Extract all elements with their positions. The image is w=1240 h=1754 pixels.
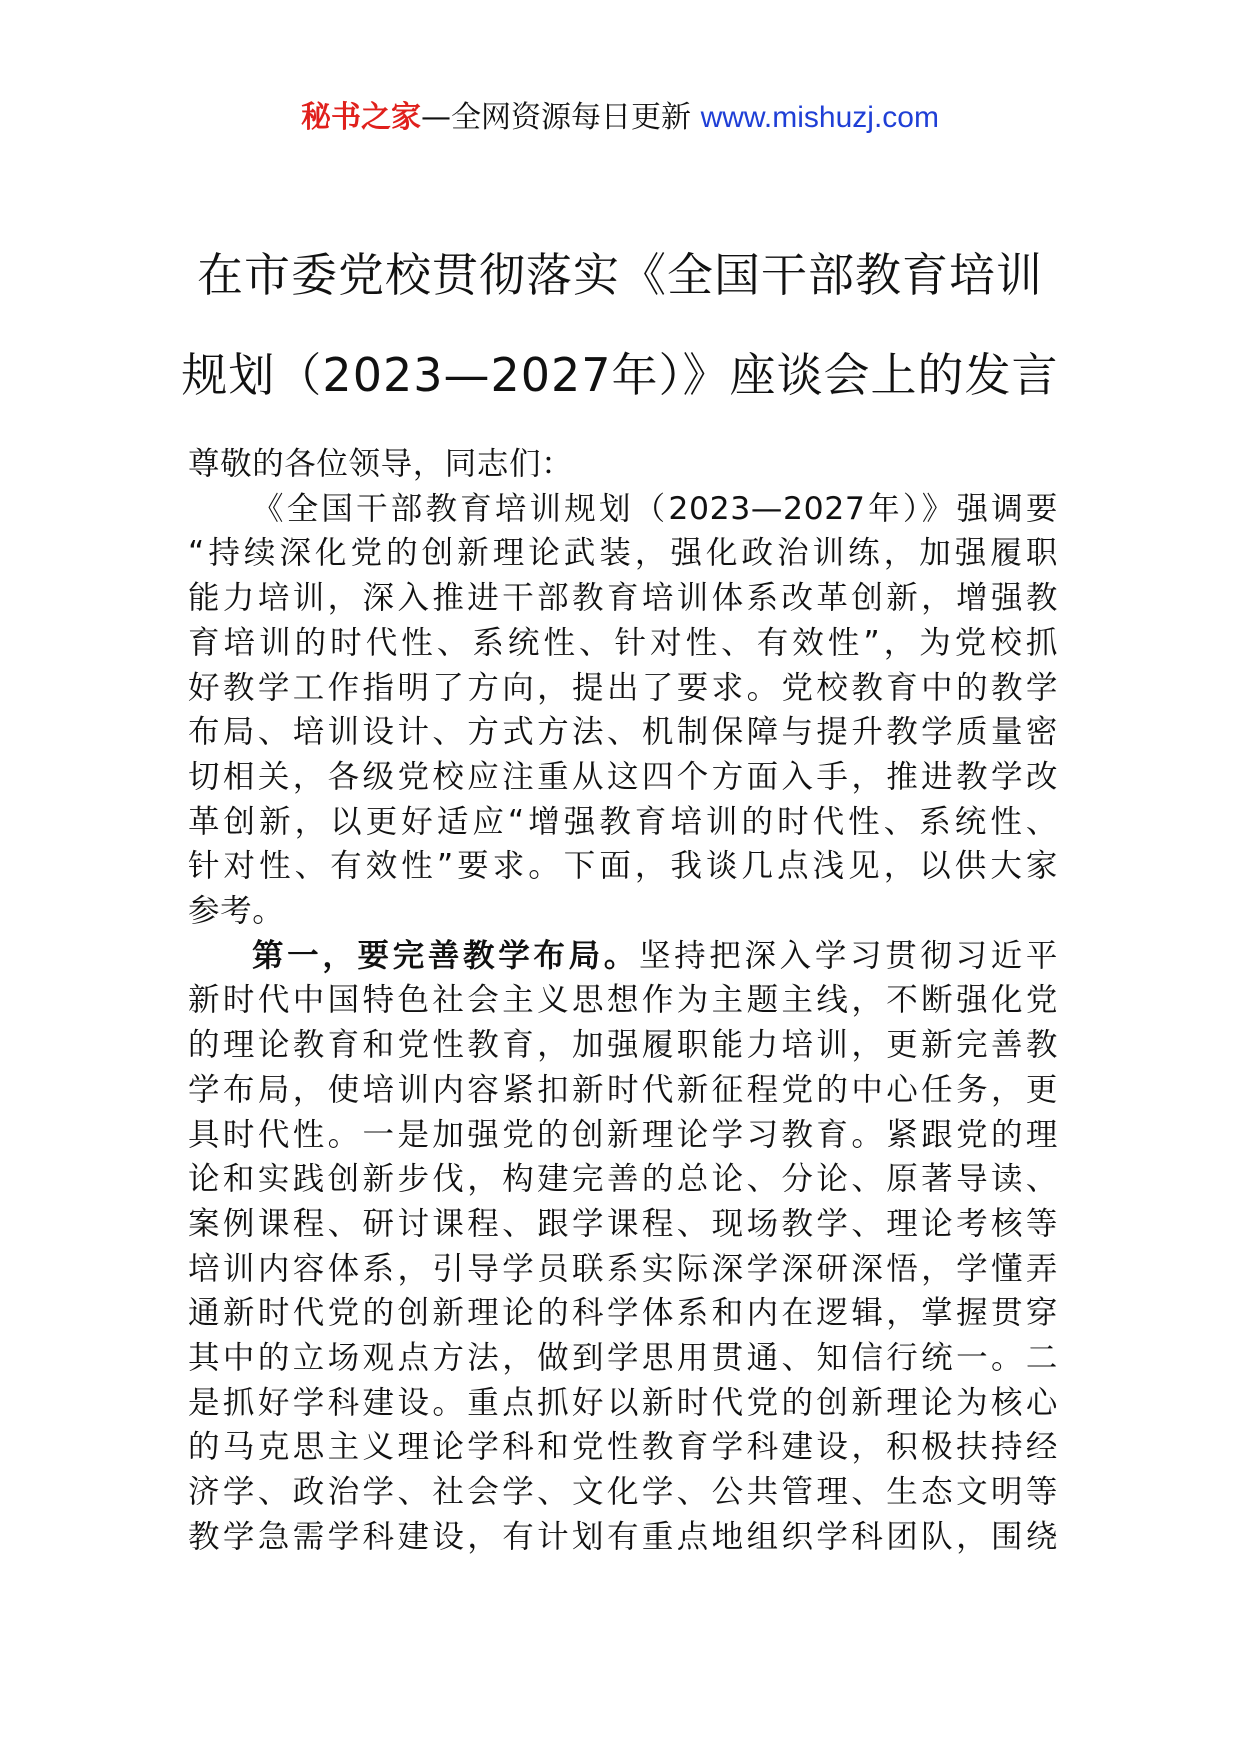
paragraph-first-point [188, 934, 1058, 1560]
title-line-1: 在市委党校贯彻落实《全国干部教育培训 [197, 248, 1043, 302]
text-line: 育培训的时代性、系统性、针对性、有效性”，为党校抓 [188, 624, 1058, 661]
text-line: 能力培训，深入推进干部教育培训体系改革创新，增强教 [188, 580, 1058, 617]
text-line: 论和实践创新步伐，构建完善的总论、分论、原著导读、 [188, 1161, 1058, 1198]
text-line: “持续深化党的创新理论武装，强化政治训练，加强履职 [188, 535, 1058, 572]
header-slogan: —全网资源每日更新 [421, 100, 701, 135]
text-line [188, 934, 1058, 979]
text-line: 新时代中国特色社会主义思想作为主题主线，不断强化党 [188, 982, 1058, 1019]
document-body [188, 442, 1058, 1560]
text-line: 是抓好学科建设。重点抓好以新时代党的创新理论为核心 [188, 1384, 1058, 1421]
text-line: 布局、培训设计、方式方法、机制保障与提升教学质量密 [188, 714, 1058, 751]
section-heading: 第一，要完善教学布局。 [252, 937, 639, 974]
text-line: 针对性、有效性”要求。下面，我谈几点浅见，以供大家 [188, 848, 1058, 885]
title-line-2: 规划（2023—2027年）》座谈会上的发言 [181, 348, 1059, 402]
document-title [120, 225, 1120, 425]
text-line: 《全国干部教育培训规划（2023—2027年）》强调要 [252, 490, 1058, 527]
paragraph-intro [188, 487, 1058, 934]
text-line: 学布局，使培训内容紧扣新时代新征程党的中心任务，更 [188, 1071, 1058, 1108]
text-line: 参考。 [188, 893, 285, 930]
text-line: 好教学工作指明了方向，提出了要求。党校教育中的教学 [188, 669, 1058, 706]
text-line: 济学、政治学、社会学、文化学、公共管理、生态文明等 [188, 1474, 1058, 1511]
header-website-link[interactable]: www.mishuzj.com [700, 101, 939, 134]
text-line: 案例课程、研讨课程、跟学课程、现场教学、理论考核等 [188, 1205, 1058, 1242]
text-line: 的理论教育和党性教育，加强履职能力培训，更新完善教 [188, 1027, 1058, 1064]
text-line: 其中的立场观点方法，做到学思用贯通、知信行统一。二 [188, 1340, 1058, 1377]
text-fragment: 坚持把深入学习贯彻习近平 [638, 937, 1058, 974]
text-line: 革创新，以更好适应“增强教育培训的时代性、系统性、 [188, 803, 1058, 840]
page-header [0, 98, 1240, 138]
text-line: 的马克思主义理论学科和党性教育学科建设，积极扶持经 [188, 1429, 1058, 1466]
text-line: 教学急需学科建设，有计划有重点地组织学科团队，围绕 [188, 1518, 1058, 1555]
text-line: 具时代性。一是加强党的创新理论学习教育。紧跟党的理 [188, 1116, 1058, 1153]
text-line: 切相关，各级党校应注重从这四个方面入手，推进教学改 [188, 758, 1058, 795]
header-brand: 秘书之家 [301, 100, 422, 135]
text-line: 通新时代党的创新理论的科学体系和内在逻辑，掌握贯穿 [188, 1295, 1058, 1332]
text-line: 培训内容体系，引导学员联系实际深学深研深悟，学懂弄 [188, 1250, 1058, 1287]
greeting: 尊敬的各位领导，同志们： [188, 446, 574, 482]
